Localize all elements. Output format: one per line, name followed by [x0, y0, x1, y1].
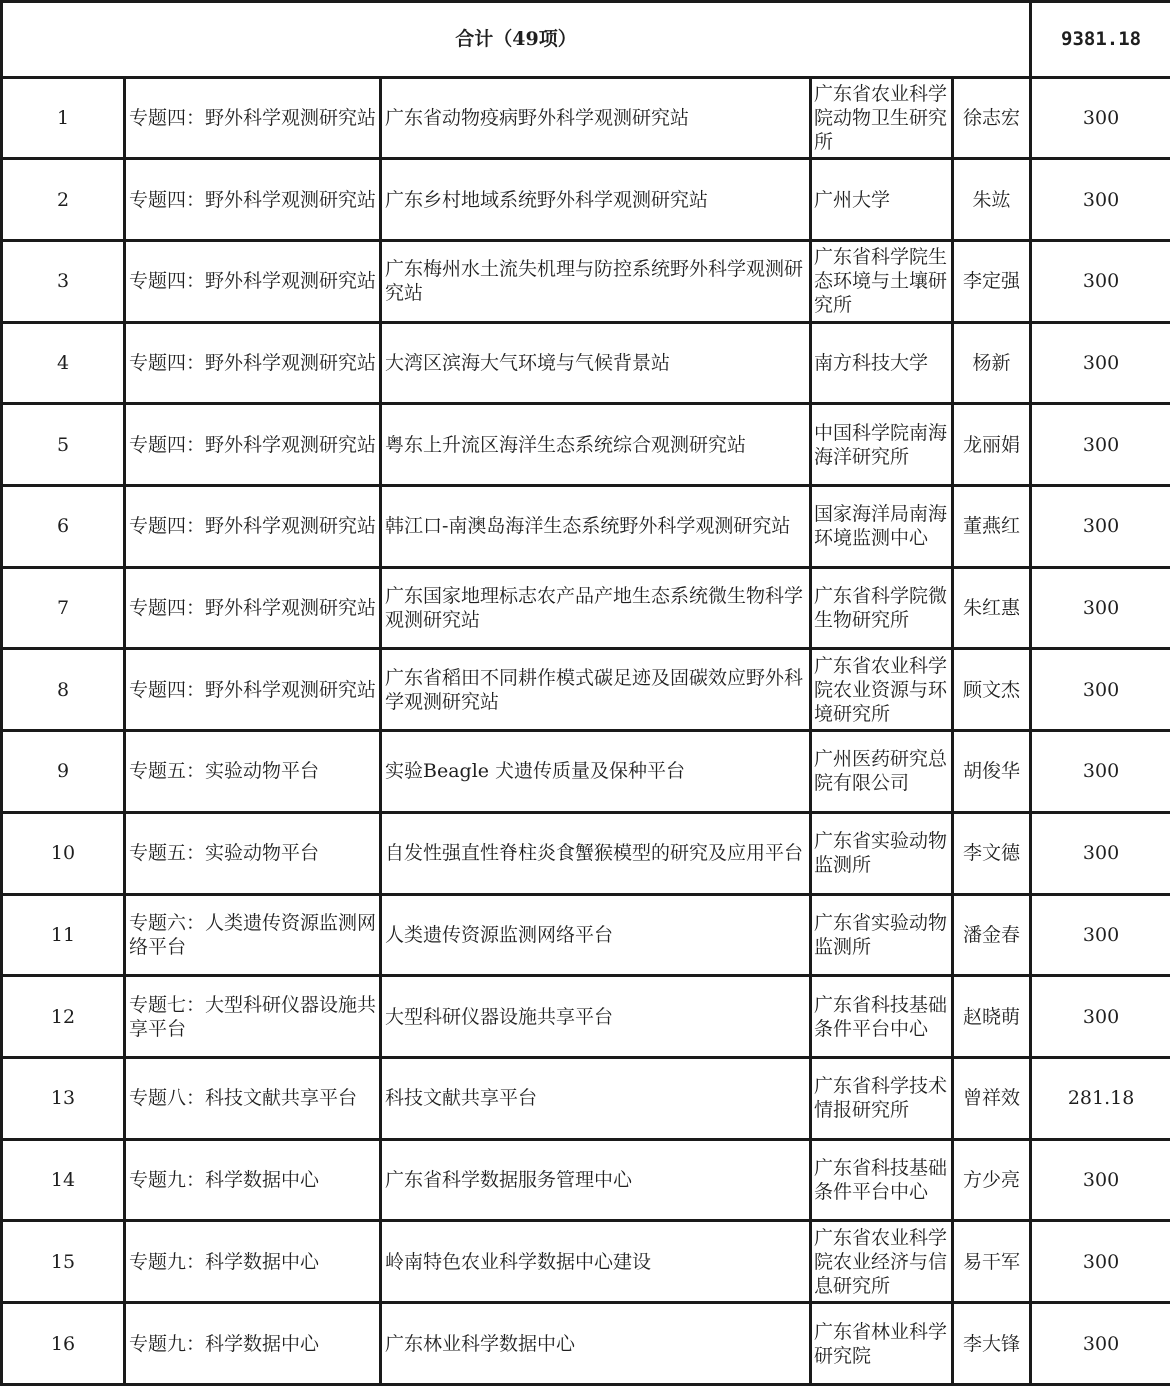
row-topic: 专题九：科学数据中心	[125, 1139, 381, 1221]
row-topic: 专题七：大型科研仪器设施共享平台	[125, 976, 381, 1058]
row-amount: 300	[1031, 1221, 1170, 1303]
row-project-name: 科技文献共享平台	[381, 1057, 811, 1139]
row-organization: 广东省农业科学院农业经济与信息研究所	[811, 1221, 953, 1303]
row-organization: 广东省农业科学院动物卫生研究所	[811, 77, 953, 159]
row-project-name: 广东乡村地域系统野外科学观测研究站	[381, 159, 811, 241]
row-project-name: 粤东上升流区海洋生态系统综合观测研究站	[381, 404, 811, 486]
row-organization: 广东省科学技术情报研究所	[811, 1057, 953, 1139]
row-topic: 专题六：人类遗传资源监测网络平台	[125, 894, 381, 976]
row-organization: 广东省农业科学院农业资源与环境研究所	[811, 649, 953, 731]
row-organization: 广东省林业科学研究院	[811, 1303, 953, 1385]
row-organization: 广东省实验动物监测所	[811, 812, 953, 894]
row-leader: 顾文杰	[953, 649, 1031, 731]
row-project-name: 广东林业科学数据中心	[381, 1303, 811, 1385]
row-project-name: 大型科研仪器设施共享平台	[381, 976, 811, 1058]
row-leader: 曾祥效	[953, 1057, 1031, 1139]
row-amount: 300	[1031, 322, 1170, 404]
row-amount: 300	[1031, 159, 1170, 241]
row-topic: 专题四：野外科学观测研究站	[125, 486, 381, 568]
row-amount: 300	[1031, 240, 1170, 322]
row-leader: 李大锋	[953, 1303, 1031, 1385]
row-topic: 专题八：科技文献共享平台	[125, 1057, 381, 1139]
row-leader: 赵晓萌	[953, 976, 1031, 1058]
row-topic: 专题九：科学数据中心	[125, 1303, 381, 1385]
row-topic: 专题四：野外科学观测研究站	[125, 240, 381, 322]
row-amount: 300	[1031, 404, 1170, 486]
row-project-name: 大湾区滨海大气环境与气候背景站	[381, 322, 811, 404]
row-amount: 300	[1031, 731, 1170, 813]
row-leader: 胡俊华	[953, 731, 1031, 813]
table-row	[2, 322, 1170, 404]
row-index: 15	[2, 1221, 125, 1303]
row-amount: 300	[1031, 77, 1170, 159]
row-leader: 朱竑	[953, 159, 1031, 241]
row-index: 7	[2, 567, 125, 649]
row-index: 4	[2, 322, 125, 404]
table-row	[2, 1139, 1170, 1221]
total-label: 合计（49项）	[2, 2, 1031, 78]
row-leader: 李定强	[953, 240, 1031, 322]
row-project-name: 人类遗传资源监测网络平台	[381, 894, 811, 976]
row-project-name: 韩江口-南澳岛海洋生态系统野外科学观测研究站	[381, 486, 811, 568]
row-index: 5	[2, 404, 125, 486]
row-index: 3	[2, 240, 125, 322]
row-organization: 广州大学	[811, 159, 953, 241]
row-project-name: 自发性强直性脊柱炎食蟹猴模型的研究及应用平台	[381, 812, 811, 894]
table-row	[2, 404, 1170, 486]
row-index: 13	[2, 1057, 125, 1139]
row-index: 14	[2, 1139, 125, 1221]
row-organization: 中国科学院南海海洋研究所	[811, 404, 953, 486]
row-topic: 专题九：科学数据中心	[125, 1221, 381, 1303]
row-leader: 潘金春	[953, 894, 1031, 976]
row-project-name: 实验Beagle 犬遗传质量及保种平台	[381, 731, 811, 813]
row-leader: 方少亮	[953, 1139, 1031, 1221]
row-amount: 300	[1031, 812, 1170, 894]
row-project-name: 广东省科学数据服务管理中心	[381, 1139, 811, 1221]
row-index: 9	[2, 731, 125, 813]
row-leader: 李文德	[953, 812, 1031, 894]
table-row	[2, 976, 1170, 1058]
row-organization: 广东省科技基础条件平台中心	[811, 1139, 953, 1221]
row-organization: 广东省实验动物监测所	[811, 894, 953, 976]
table-row	[2, 159, 1170, 241]
row-topic: 专题四：野外科学观测研究站	[125, 404, 381, 486]
row-organization: 广东省科技基础条件平台中心	[811, 976, 953, 1058]
row-topic: 专题五：实验动物平台	[125, 731, 381, 813]
row-project-name: 广东省动物疫病野外科学观测研究站	[381, 77, 811, 159]
row-index: 10	[2, 812, 125, 894]
row-index: 11	[2, 894, 125, 976]
row-project-name: 岭南特色农业科学数据中心建设	[381, 1221, 811, 1303]
row-index: 12	[2, 976, 125, 1058]
row-amount: 300	[1031, 486, 1170, 568]
row-amount: 281.18	[1031, 1057, 1170, 1139]
row-index: 1	[2, 77, 125, 159]
row-amount: 300	[1031, 894, 1170, 976]
row-leader: 易干军	[953, 1221, 1031, 1303]
row-project-name: 广东省稻田不同耕作模式碳足迹及固碳效应野外科学观测研究站	[381, 649, 811, 731]
total-row	[2, 2, 1170, 78]
table-row	[2, 894, 1170, 976]
row-organization: 广东省科学院微生物研究所	[811, 567, 953, 649]
table-row	[2, 486, 1170, 568]
row-topic: 专题四：野外科学观测研究站	[125, 567, 381, 649]
row-topic: 专题四：野外科学观测研究站	[125, 77, 381, 159]
row-leader: 龙丽娟	[953, 404, 1031, 486]
table-row	[2, 731, 1170, 813]
row-topic: 专题四：野外科学观测研究站	[125, 649, 381, 731]
row-leader: 董燕红	[953, 486, 1031, 568]
row-leader: 徐志宏	[953, 77, 1031, 159]
table-row	[2, 240, 1170, 322]
table-row	[2, 1221, 1170, 1303]
row-organization: 广东省科学院生态环境与土壤研究所	[811, 240, 953, 322]
row-project-name: 广东国家地理标志农产品产地生态系统微生物科学观测研究站	[381, 567, 811, 649]
row-organization: 国家海洋局南海环境监测中心	[811, 486, 953, 568]
table-row	[2, 1057, 1170, 1139]
table-row	[2, 812, 1170, 894]
row-index: 8	[2, 649, 125, 731]
row-amount: 300	[1031, 567, 1170, 649]
row-amount: 300	[1031, 1303, 1170, 1385]
table-row	[2, 567, 1170, 649]
row-leader: 朱红惠	[953, 567, 1031, 649]
row-topic: 专题四：野外科学观测研究站	[125, 322, 381, 404]
row-organization: 南方科技大学	[811, 322, 953, 404]
row-index: 6	[2, 486, 125, 568]
table-row	[2, 649, 1170, 731]
row-amount: 300	[1031, 1139, 1170, 1221]
row-amount: 300	[1031, 976, 1170, 1058]
total-amount: 9381.18	[1031, 2, 1170, 78]
row-leader: 杨新	[953, 322, 1031, 404]
table-row	[2, 1303, 1170, 1385]
row-index: 2	[2, 159, 125, 241]
row-topic: 专题四：野外科学观测研究站	[125, 159, 381, 241]
row-project-name: 广东梅州水土流失机理与防控系统野外科学观测研究站	[381, 240, 811, 322]
row-amount: 300	[1031, 649, 1170, 731]
row-topic: 专题五：实验动物平台	[125, 812, 381, 894]
table-row	[2, 77, 1170, 159]
row-organization: 广州医药研究总院有限公司	[811, 731, 953, 813]
row-index: 16	[2, 1303, 125, 1385]
